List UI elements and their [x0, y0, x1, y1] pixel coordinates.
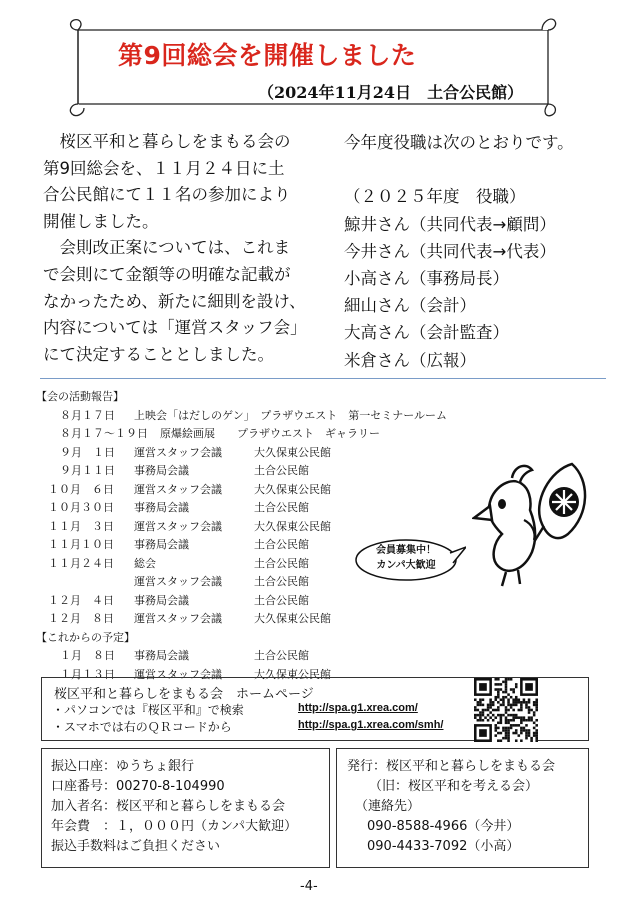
event-row [36, 481, 331, 500]
bank-line: 振込口座：ゆうちょ銀行 [51, 759, 195, 774]
role-item: 鯨井さん（共同代表→顧問） [344, 214, 556, 234]
event-date: １月１３日 [60, 667, 115, 681]
bank-line: 加入者名：桜区平和と暮らしをまもる会 [51, 799, 286, 814]
event-place: 大久保東公民館 [254, 445, 331, 459]
article-line: で会則にて金額等の明確な記載が [43, 264, 291, 284]
roles-intro: 今年度役職は次のとおりです。 [344, 133, 574, 152]
event-title: 運営スタッフ会議 [134, 445, 222, 459]
event-row [36, 592, 309, 611]
article-left-column [43, 129, 307, 368]
event-title: 事務局会議 [134, 501, 189, 514]
event-date: １１月２４日 [48, 556, 114, 570]
event-row [36, 407, 448, 426]
event-row [36, 518, 331, 537]
event-row [36, 555, 309, 574]
event-date: １２月 ８日 [48, 612, 114, 625]
event-row [36, 573, 309, 592]
roles-heading: （２０２５年度 役職） [344, 187, 526, 207]
event-row [36, 444, 331, 463]
event-title: 事務局会議 [134, 649, 189, 662]
event-place: 大久保東公民館 [254, 612, 331, 625]
event-title: 運営スタッフ会議 [134, 519, 222, 533]
event-row [36, 499, 309, 518]
bank-line: 年会費 ：１，０００円（カンパ大歓迎） [51, 819, 298, 834]
event-title: 運営スタッフ会議 [134, 612, 222, 625]
section-divider [40, 378, 606, 379]
event-date: ９月 １日 [60, 445, 115, 459]
page-title: 第9回総会を開催しました [118, 41, 417, 70]
event-title: 事務局会議 [134, 464, 189, 477]
upcoming-heading: 【これからの予定】 [36, 630, 135, 644]
event-date: １月 ８日 [60, 649, 115, 662]
activity-heading: 【会の活動報告】 [36, 390, 124, 403]
event-place: 土合公民館 [254, 593, 309, 607]
homepage-sp-link[interactable]: http://spa.g1.xrea.com/smh/ [298, 719, 444, 731]
event-place: 土合公民館 [254, 501, 309, 514]
event-date: ８月１７～１９日 [60, 427, 148, 440]
event-row [36, 610, 331, 629]
article-right-column [344, 129, 574, 374]
event-row [36, 647, 309, 666]
event-row [36, 536, 309, 555]
publisher-line: 発行：桜区平和と暮らしをまもる会 [347, 759, 556, 774]
event-title: 運営スタッフ会議 [134, 482, 222, 496]
event-place: 土合公民館 [254, 538, 309, 551]
page-number: -4- [300, 879, 318, 894]
event-title: 総会 [134, 556, 156, 570]
role-item: 米倉さん（広報） [344, 350, 476, 370]
role-item: 細山さん（会計） [344, 296, 476, 316]
publisher-phone: 090-8588-4966（今井） [367, 819, 520, 834]
event-text: 原爆絵画展 プラザウエスト ギャラリー [160, 427, 380, 440]
event-row [36, 462, 309, 481]
event-title: 運営スタッフ会議 [134, 575, 222, 588]
publisher-phone: 090-4433-7092（小高） [367, 839, 520, 854]
event-title: 事務局会議 [134, 538, 189, 551]
event-place: 土合公民館 [254, 464, 309, 477]
article-line: 合公民館にて１１名の参加により [43, 185, 291, 205]
spacer [344, 156, 574, 183]
article-line: なかったため、新たに細則を設け、 [43, 291, 306, 311]
homepage-pc-text: ・パソコンでは『桜区平和』で検索 [52, 703, 244, 717]
event-place: 大久保東公民館 [254, 667, 331, 681]
role-item: 大高さん（会計監査） [344, 323, 509, 343]
publisher-line: （旧：桜区平和を考える会） [369, 779, 539, 794]
qr-code-icon[interactable] [474, 678, 538, 742]
publisher-box [336, 748, 589, 868]
event-place: 土合公民館 [254, 649, 309, 662]
event-place: 大久保東公民館 [254, 519, 331, 533]
event-date: １０月３０日 [48, 501, 114, 514]
role-item: 今井さん（共同代表→代表） [344, 241, 556, 261]
role-item: 小高さん（事務局長） [344, 269, 509, 289]
event-place: 大久保東公民館 [254, 482, 331, 496]
bank-line: 振込手数料はご負担ください [51, 839, 221, 854]
article-line: 第9回総会を、１１月２４日に土 [43, 158, 285, 178]
event-place: 土合公民館 [254, 575, 309, 588]
event-date: １１月１０日 [48, 538, 114, 551]
bank-line: 口座番号：00270-8-104990 [51, 779, 225, 794]
publisher-line: （連絡先） [355, 799, 421, 814]
event-date: ８月１７日 [60, 408, 115, 422]
article-line: 内容については「運営スタッフ会」 [43, 318, 307, 338]
event-date: １０月 ６日 [48, 482, 114, 496]
homepage-sp-text: ・スマホでは右のＱＲコードから [52, 720, 232, 734]
article-line: 開催しました。 [43, 211, 159, 231]
bank-info-box [41, 748, 330, 868]
page-subtitle: （2024年11月24日 土合公民館） [258, 83, 524, 102]
event-title: 事務局会議 [134, 593, 189, 607]
recruit-line: カンパ大歓迎 [376, 560, 436, 571]
homepage-title: 桜区平和と暮らしをまもる会 ホームページ [54, 687, 314, 702]
recruit-line: 会員募集中！ [376, 545, 436, 556]
event-title: 運営スタッフ会議 [134, 667, 222, 681]
event-date: １２月 ４日 [48, 593, 114, 607]
article-line: にて決定することとしました。 [43, 344, 274, 364]
event-row [36, 425, 380, 444]
article-line: 桜区平和と暮らしをまもる会の [43, 132, 291, 151]
mascot-bird-illustration [472, 462, 602, 606]
event-date: ９月１１日 [60, 464, 115, 477]
homepage-pc-link[interactable]: http://spa.g1.xrea.com/ [298, 702, 418, 714]
event-date: １１月 ３日 [48, 519, 114, 533]
article-line: 会則改正案については、これま [43, 238, 291, 258]
event-place: 土合公民館 [254, 556, 309, 570]
event-text: 上映会「はだしのゲン」 プラザウエスト 第一セミナールーム [134, 408, 448, 422]
